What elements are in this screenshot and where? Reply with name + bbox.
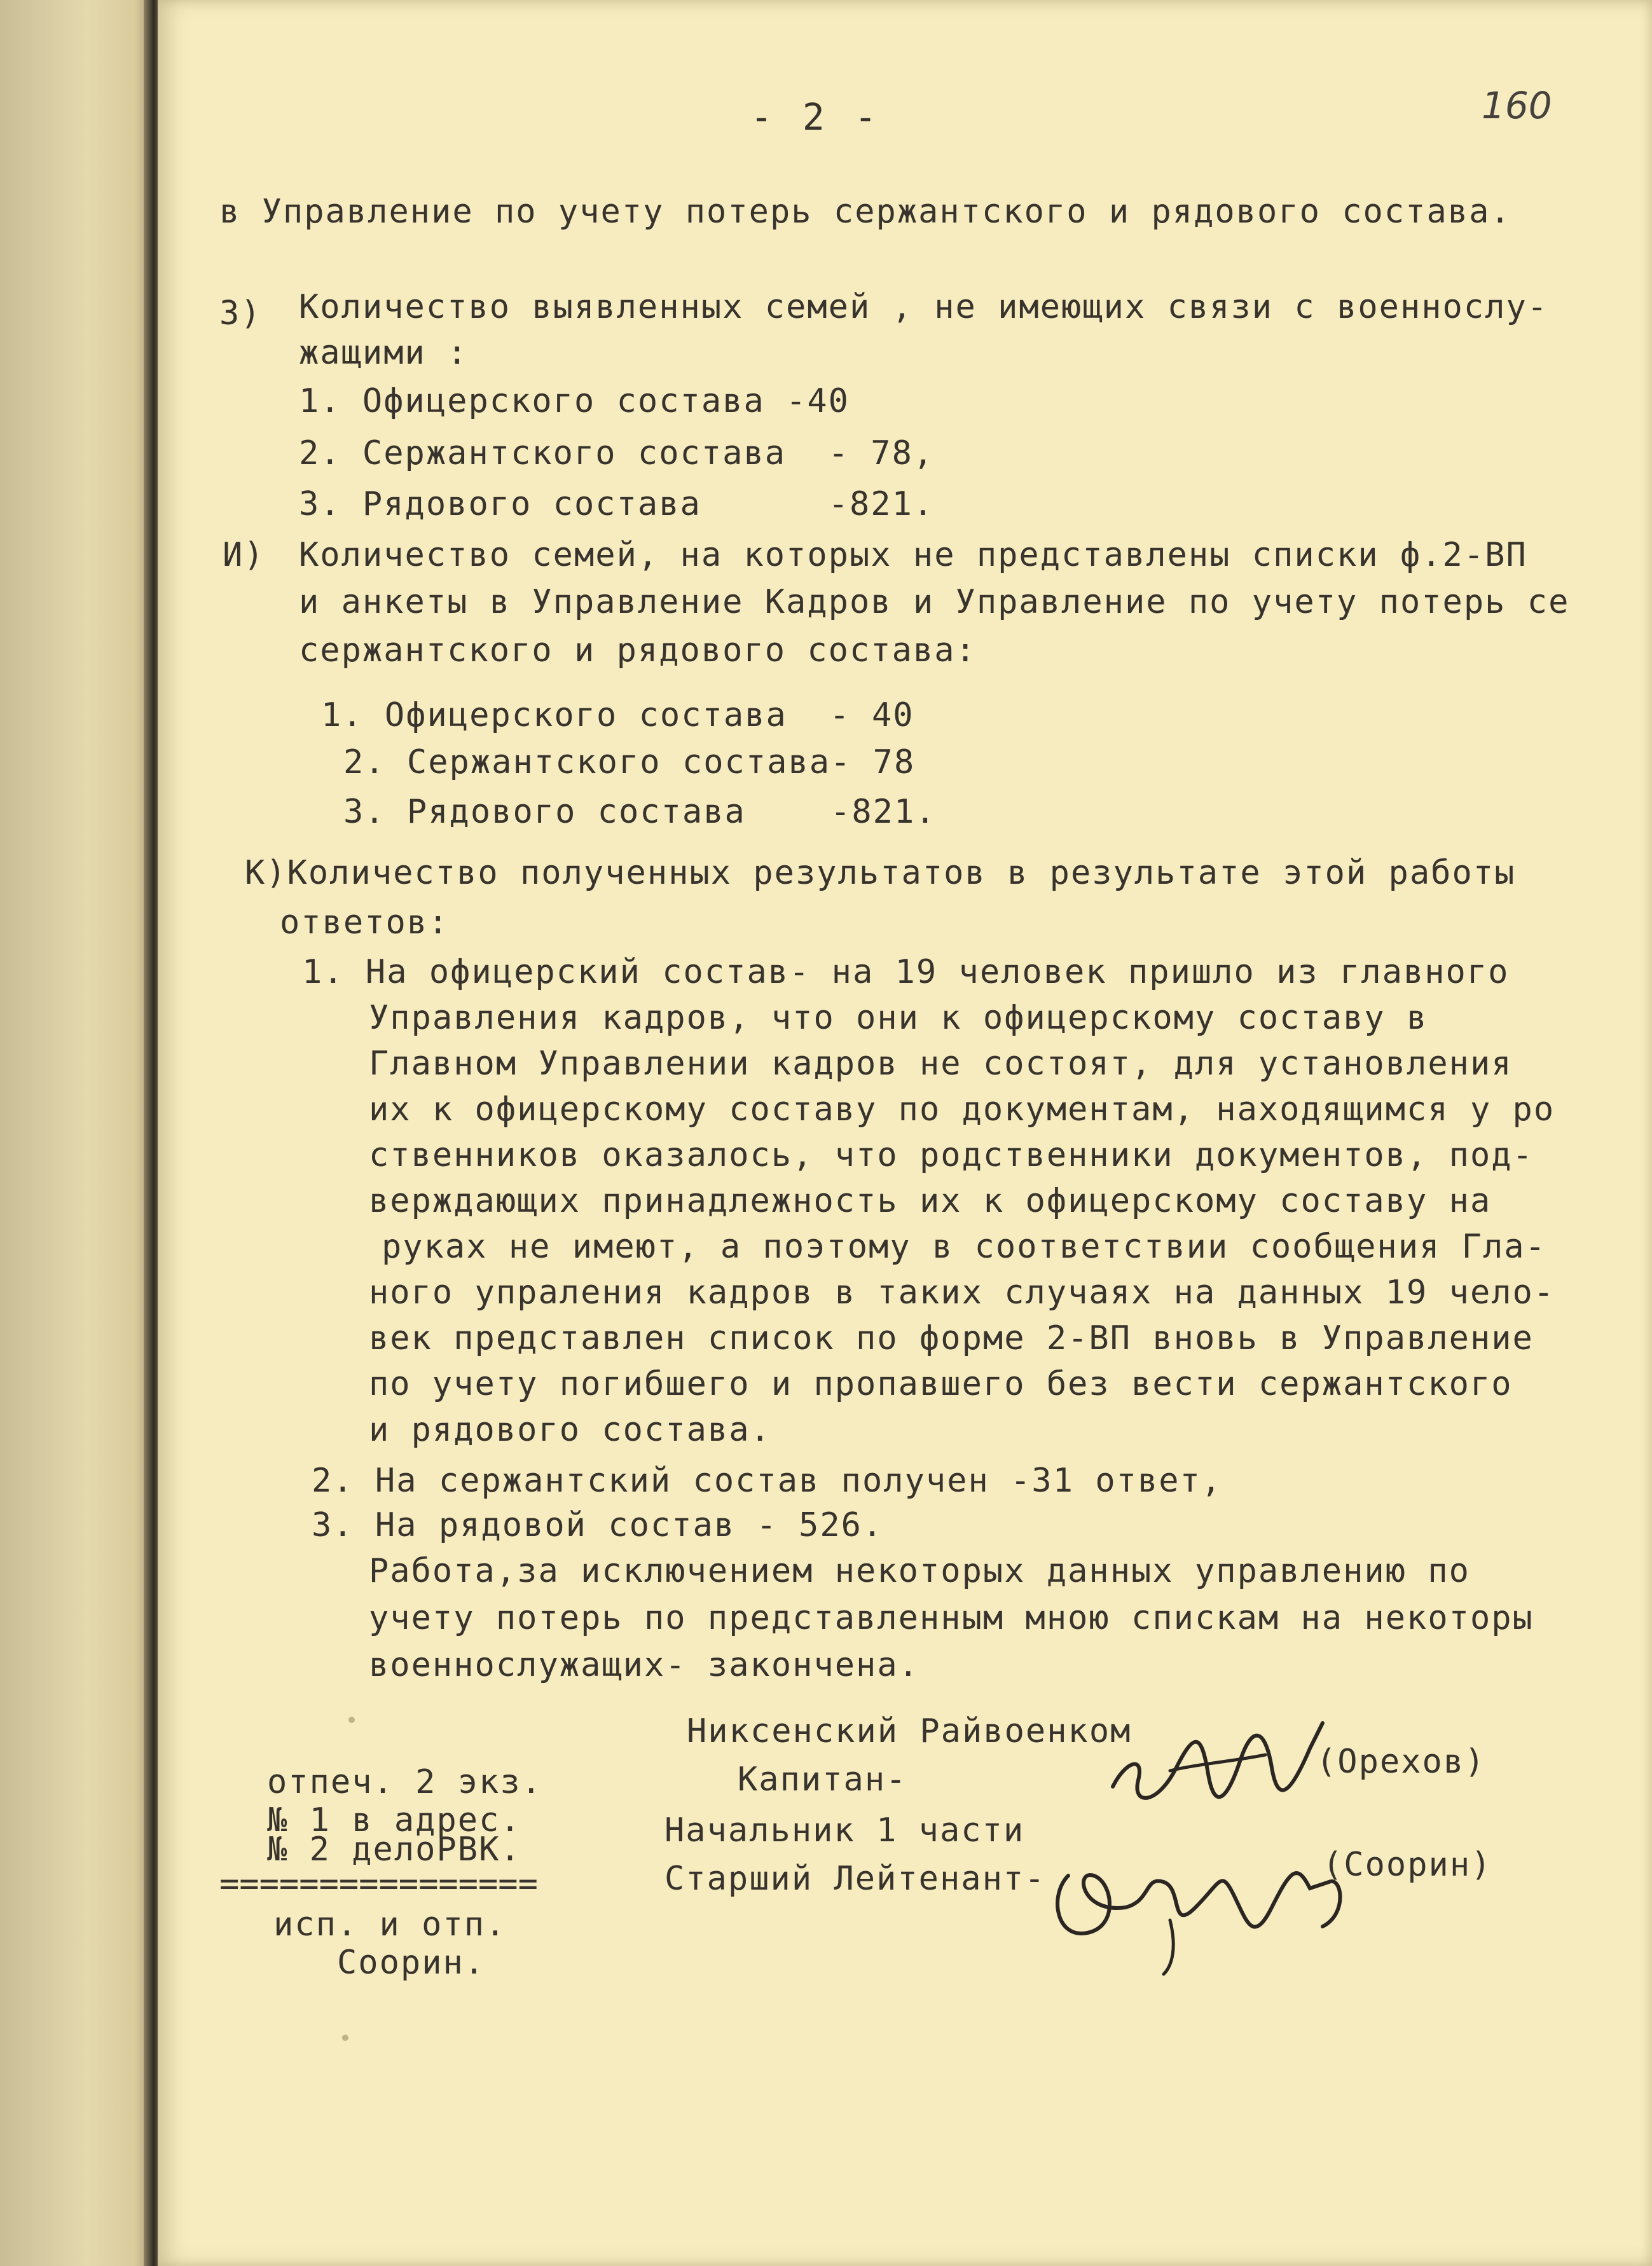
divider-line: ================ [219, 1865, 538, 1903]
signer-rank: Старший Лейтенант- [664, 1860, 1046, 1898]
copy-distribution: № 1 в адрес. [267, 1801, 521, 1839]
list-item: 1. Офицерского состава -40 [299, 382, 850, 420]
signer-name: (Соорин) [1323, 1846, 1492, 1884]
list-item: 3. Рядового состава -821. [343, 793, 937, 831]
left-page-edge [0, 0, 159, 2266]
list-item: 2. На сержантский состав получен -31 ответ, [312, 1462, 1223, 1500]
list-item: 3. Рядового состава -821. [299, 485, 935, 523]
signer-position: Начальник 1 части [664, 1811, 1025, 1850]
paragraph-line: Управления кадров, что они к офицерскому составу в [369, 999, 1428, 1037]
paragraph-line: руках не имеют, а поэтому в соответствии сообщения Гла- [382, 1228, 1546, 1266]
paragraph-line: по учету погибшего и пропавшего без вести сержантского [369, 1365, 1513, 1403]
section-i-text: Количество семей, на которых не представлены списки ф.2-ВП [299, 536, 1527, 574]
paragraph-line: 1. На офицерский состав- на 19 человек пришло из главного [302, 953, 1510, 991]
executor-name: Соорин. [337, 1944, 486, 1982]
copies-note: отпеч. 2 экз. [267, 1763, 542, 1801]
section-i-marker: И) [223, 536, 265, 574]
section-3-text: жащими : [299, 334, 469, 372]
binding-hole [342, 2035, 348, 2041]
paragraph-line: Работа,за исключением некоторых данных управлению по [369, 1552, 1470, 1590]
paragraph-line: век представлен список по форме 2-ВП вновь в Управление [369, 1319, 1534, 1357]
paragraph-line: Главном Управлении кадров не состоят, для установления [369, 1045, 1513, 1083]
section-i-text: и анкеты в Управление Кадров и Управление по учету потерь се [299, 583, 1570, 621]
paragraph-line: и рядового состава. [369, 1411, 771, 1449]
binding-hole [348, 1717, 355, 1723]
list-item: 2. Сержантского состава - 78, [299, 434, 935, 472]
list-item: 3. На рядовой состав - 526. [312, 1506, 884, 1544]
paragraph-line: ного упраления кадров в таких случаях на данных 19 чело- [369, 1274, 1555, 1312]
paragraph-line: их к офицерскому составу по документам, находящимся у ро [369, 1090, 1555, 1129]
section-3-marker: 3) [219, 294, 262, 333]
paragraph-line: военнослужащих- закончена. [369, 1646, 919, 1684]
copy-distribution: № 2 делоРВК. [267, 1830, 521, 1869]
archive-page-number: 160 [1482, 84, 1552, 127]
paragraph-line: верждающих принадлежность их к офицерскому составу на [369, 1182, 1492, 1220]
section-3-text: Количество выявленных семей , не имеющих связи с военнослу- [299, 288, 1549, 326]
signer-name: (Орехов) [1316, 1743, 1486, 1781]
signature-captain [1100, 1710, 1342, 1818]
section-k-text: К)Количество полученных результатов в результате этой работы [245, 854, 1516, 892]
paragraph-line: ственников оказалось, что родственники документов, под- [369, 1136, 1534, 1174]
executor-note: исп. и отп. [273, 1906, 507, 1944]
organization-name: Никсенский Райвоенком [687, 1712, 1132, 1750]
paragraph-line: учету потерь по представленным мною спискам на некоторы [369, 1599, 1534, 1637]
list-item: 1. Офицерского состава - 40 [321, 696, 914, 734]
signer-rank: Капитан- [738, 1761, 907, 1799]
page-number: - 2 - [750, 95, 881, 139]
section-k-text: ответов: [280, 903, 450, 942]
signature-lieutenant [1043, 1837, 1373, 1977]
section-i-text: сержантского и рядового состава: [299, 631, 977, 670]
list-item: 2. Сержантского состава- 78 [343, 743, 916, 781]
intro-line: в Управление по учету потерь сержантского и рядового состава. [219, 193, 1511, 231]
